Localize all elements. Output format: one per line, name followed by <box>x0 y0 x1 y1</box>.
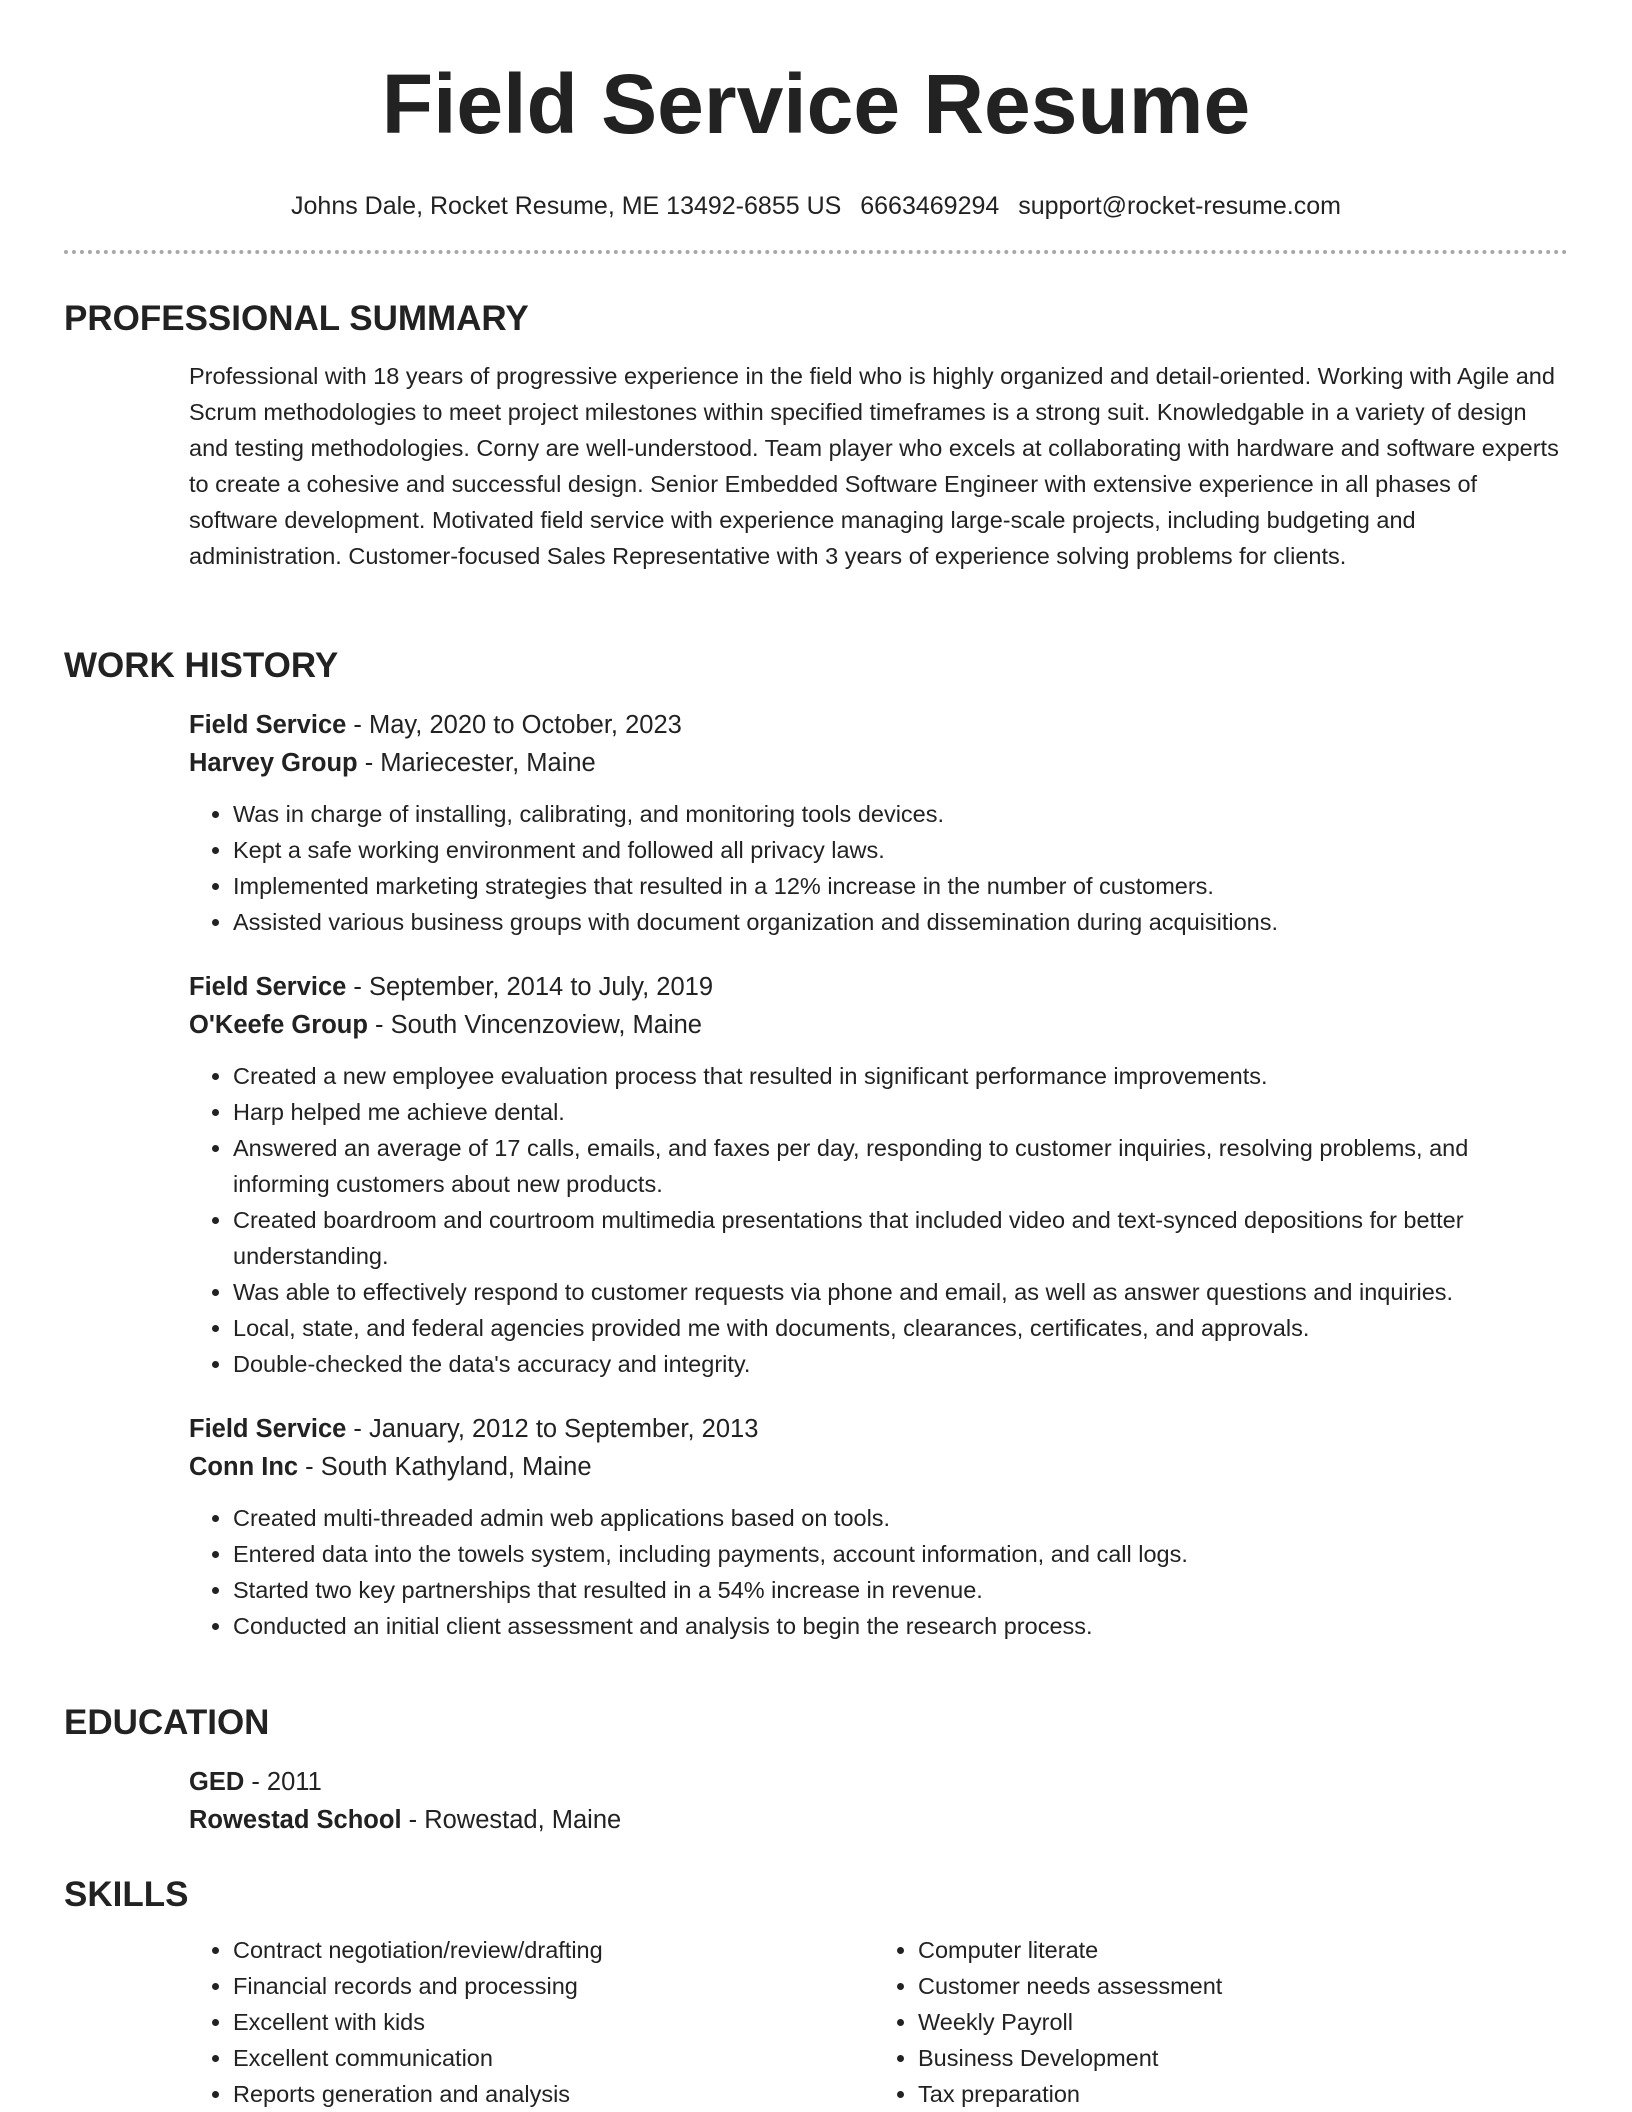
list-item: • Tax preparation <box>918 2076 1559 2112</box>
list-item: • Conducted an initial client assessment and analysis to begin the research process. <box>233 1608 1559 1644</box>
list-item: • Kept a safe working environment and followed all privacy laws. <box>233 832 1559 868</box>
list-item: • Created a new employee evaluation process that resulted in significant performance improvements. <box>233 1058 1559 1094</box>
job-dates: - September, 2014 to July, 2019 <box>346 973 714 1001</box>
list-item: • Double-checked the data's accuracy and integrity. <box>233 1346 1559 1382</box>
summary-heading: PROFESSIONAL SUMMARY <box>64 299 529 338</box>
job-entry <box>189 706 1559 940</box>
summary-body <box>189 358 1559 574</box>
job-bullets <box>189 1500 1559 1644</box>
job-company-line <box>189 1006 1559 1044</box>
job-bullets <box>189 1058 1559 1382</box>
job-title: Field Service <box>189 973 347 1001</box>
list-item: • Was in charge of installing, calibrating, and monitoring tools devices. <box>233 796 1559 832</box>
list-item: • Created multi-threaded admin web applications based on tools. <box>233 1500 1559 1536</box>
job-title-line <box>189 968 1559 1006</box>
job-entry <box>189 968 1559 1382</box>
job-company-line <box>189 744 1559 782</box>
job-company: Harvey Group <box>189 749 358 777</box>
list-item: • Customer needs assessment <box>918 1968 1559 2004</box>
contact-address: Johns Dale, Rocket Resume, ME 13492-6855 US <box>291 192 842 220</box>
list-item: • Created boardroom and courtroom multimedia presentations that included video and text-synced depositions for better understanding. <box>233 1202 1559 1274</box>
work-history-body <box>189 706 1559 1644</box>
job-company: O'Keefe Group <box>189 1011 368 1039</box>
list-item: • Excellent communication <box>233 2040 874 2076</box>
education-heading: EDUCATION <box>64 1703 270 1742</box>
list-item: • Weekly Payroll <box>918 2004 1559 2040</box>
job-entry <box>189 1410 1559 1644</box>
education-degree-line <box>189 1763 1559 1801</box>
page-title: Field Service Resume <box>381 57 1251 151</box>
list-item: • Financial records and processing <box>233 1968 874 2004</box>
job-dates: - January, 2012 to September, 2013 <box>346 1415 759 1443</box>
resume-header <box>0 0 1632 222</box>
work-history-section <box>64 645 1568 1672</box>
list-item: • Computer literate <box>918 1932 1559 1968</box>
job-title: Field Service <box>189 1415 347 1443</box>
skills-grid <box>189 1932 1559 2112</box>
skills-list-right <box>874 1932 1559 2112</box>
education-section <box>64 1702 1568 1839</box>
job-bullets <box>189 796 1559 940</box>
header-divider <box>64 250 1568 254</box>
skills-heading: SKILLS <box>64 1875 189 1914</box>
education-year: - 2011 <box>244 1768 322 1796</box>
education-location: - Rowestad, Maine <box>401 1806 622 1834</box>
contact-email: support@rocket-resume.com <box>1018 192 1341 220</box>
summary-text: Professional with 18 years of progressive experience in the field who is highly organized and detail-oriented. Working with Agile and Scrum methodologies to meet project milestones within specified timeframes is a strong suit. Knowledgable in a variety of design and testing methodologies. Corny are well-understood. Team player who excels at collaborating with hardware and software experts to create a cohesive and successful design. Senior Embedded Software Engineer with extensive experience in all phases of software development. Motivated field service with experience managing large-scale projects, including budgeting and administration. Customer-focused Sales Representative with 3 years of experience solving problems for clients. <box>189 363 1559 569</box>
list-item: • Business Development <box>918 2040 1559 2076</box>
skills-list-left <box>189 1932 874 2112</box>
list-item: • Reports generation and analysis <box>233 2076 874 2112</box>
skills-section <box>64 1874 1568 2112</box>
contact-line <box>0 190 1632 222</box>
summary-section <box>64 298 1568 574</box>
education-school: Rowestad School <box>189 1806 402 1834</box>
job-dates: - May, 2020 to October, 2023 <box>346 711 682 739</box>
job-location: - South Vincenzoview, Maine <box>367 1011 702 1039</box>
education-school-line <box>189 1801 1559 1839</box>
job-title: Field Service <box>189 711 347 739</box>
work-history-heading: WORK HISTORY <box>64 646 339 685</box>
list-item: • Implemented marketing strategies that resulted in a 12% increase in the number of customers. <box>233 868 1559 904</box>
list-item: • Contract negotiation/review/drafting <box>233 1932 874 1968</box>
list-item: • Answered an average of 17 calls, emails, and faxes per day, responding to customer inquiries, resolving problems, and informing customers about new products. <box>233 1130 1559 1202</box>
education-body <box>189 1763 1559 1839</box>
job-title-line <box>189 706 1559 744</box>
job-title-line <box>189 1410 1559 1448</box>
job-location: - South Kathyland, Maine <box>298 1453 592 1481</box>
list-item: • Excellent with kids <box>233 2004 874 2040</box>
job-company-line <box>189 1448 1559 1486</box>
job-location: - Mariecester, Maine <box>357 749 596 777</box>
list-item: • Assisted various business groups with document organization and dissemination during acquisitions. <box>233 904 1559 940</box>
contact-phone: 6663469294 <box>860 192 1000 220</box>
job-company: Conn Inc <box>189 1453 299 1481</box>
list-item: • Harp helped me achieve dental. <box>233 1094 1559 1130</box>
list-item: • Entered data into the towels system, including payments, account information, and call logs. <box>233 1536 1559 1572</box>
list-item: • Started two key partnerships that resulted in a 54% increase in revenue. <box>233 1572 1559 1608</box>
list-item: • Local, state, and federal agencies provided me with documents, clearances, certificates, and approvals. <box>233 1310 1559 1346</box>
list-item: • Was able to effectively respond to customer requests via phone and email, as well as answer questions and inquiries. <box>233 1274 1559 1310</box>
education-degree: GED <box>189 1768 245 1796</box>
